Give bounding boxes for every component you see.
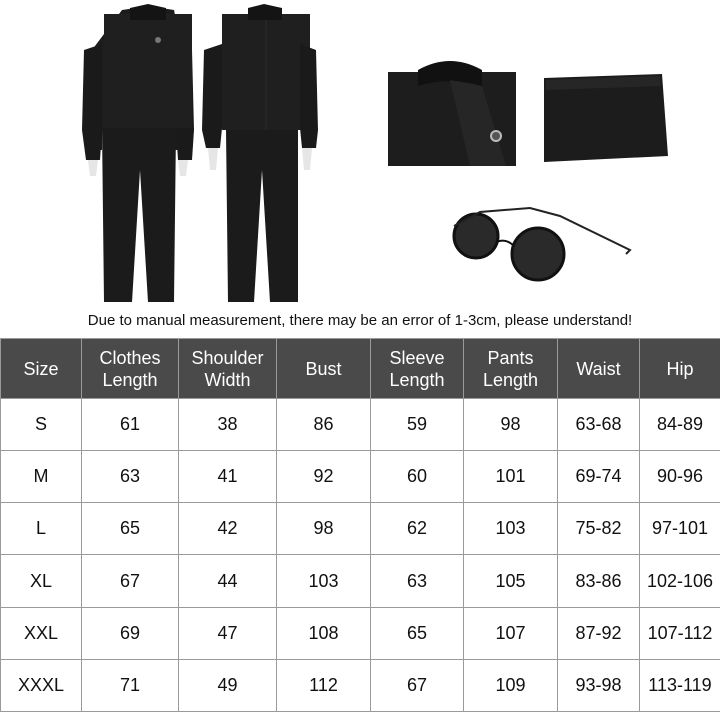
measurement-note: Due to manual measurement, there may be an error of 1-3cm, please understand! — [87, 312, 633, 329]
table-cell: 38 — [179, 399, 277, 451]
table-cell: 92 — [277, 451, 371, 503]
table-cell: 109 — [464, 659, 558, 711]
table-header-row — [1, 339, 720, 399]
costume-back-icon — [202, 4, 318, 302]
product-illustration — [0, 0, 720, 310]
table-cell: 108 — [277, 607, 371, 659]
table-cell: 60 — [371, 451, 464, 503]
table-cell: 41 — [179, 451, 277, 503]
header-sleeve-length: Sleeve Length — [371, 339, 464, 399]
table-cell: 62 — [371, 503, 464, 555]
table-cell: 65 — [82, 503, 179, 555]
folded-pants-icon — [544, 74, 668, 162]
table-row — [1, 555, 720, 607]
table-cell: 67 — [82, 555, 179, 607]
table-cell: 102-106 — [640, 555, 720, 607]
table-cell: S — [1, 399, 82, 451]
table-cell: 63 — [371, 555, 464, 607]
table-cell: 112 — [277, 659, 371, 711]
table-row — [1, 451, 720, 503]
table-cell: 75-82 — [558, 503, 640, 555]
folded-shirt-icon — [388, 61, 516, 166]
table-cell: 83-86 — [558, 555, 640, 607]
table-cell: 71 — [82, 659, 179, 711]
table-cell: 42 — [179, 503, 277, 555]
table-cell: 90-96 — [640, 451, 720, 503]
table-cell: 105 — [464, 555, 558, 607]
table-cell: 44 — [179, 555, 277, 607]
table-cell: XXL — [1, 607, 82, 659]
header-waist: Waist — [558, 339, 640, 399]
table-cell: 69-74 — [558, 451, 640, 503]
table-cell: L — [1, 503, 82, 555]
table-cell: 84-89 — [640, 399, 720, 451]
size-chart-table — [0, 338, 720, 712]
product-images — [0, 0, 720, 310]
table-cell: 67 — [371, 659, 464, 711]
table-cell: M — [1, 451, 82, 503]
table-cell: XXXL — [1, 659, 82, 711]
table-cell: 97-101 — [640, 503, 720, 555]
table-cell: 69 — [82, 607, 179, 659]
header-size: Size — [1, 339, 82, 399]
table-cell: 113-119 — [640, 659, 720, 711]
table-cell: 47 — [179, 607, 277, 659]
table-cell: 61 — [82, 399, 179, 451]
table-cell: 93-98 — [558, 659, 640, 711]
table-cell: 101 — [464, 451, 558, 503]
table-cell: 65 — [371, 607, 464, 659]
table-cell: 63 — [82, 451, 179, 503]
costume-front-icon — [82, 4, 194, 302]
table-cell: 107 — [464, 607, 558, 659]
table-cell: 87-92 — [558, 607, 640, 659]
header-clothes-length: Clothes Length — [82, 339, 179, 399]
table-row — [1, 607, 720, 659]
table-cell: 103 — [464, 503, 558, 555]
table-cell: 98 — [464, 399, 558, 451]
table-cell: 59 — [371, 399, 464, 451]
table-cell: 103 — [277, 555, 371, 607]
header-pants-length: Pants Length — [464, 339, 558, 399]
table-cell: 63-68 — [558, 399, 640, 451]
table-row — [1, 503, 720, 555]
header-hip: Hip — [640, 339, 720, 399]
table-row — [1, 399, 720, 451]
sunglasses-icon — [454, 208, 630, 280]
table-cell: 107-112 — [640, 607, 720, 659]
header-shoulder-width: Shoulder Width — [179, 339, 277, 399]
header-bust: Bust — [277, 339, 371, 399]
table-cell: 98 — [277, 503, 371, 555]
table-cell: 86 — [277, 399, 371, 451]
table-cell: XL — [1, 555, 82, 607]
table-cell: 49 — [179, 659, 277, 711]
table-row — [1, 659, 720, 711]
